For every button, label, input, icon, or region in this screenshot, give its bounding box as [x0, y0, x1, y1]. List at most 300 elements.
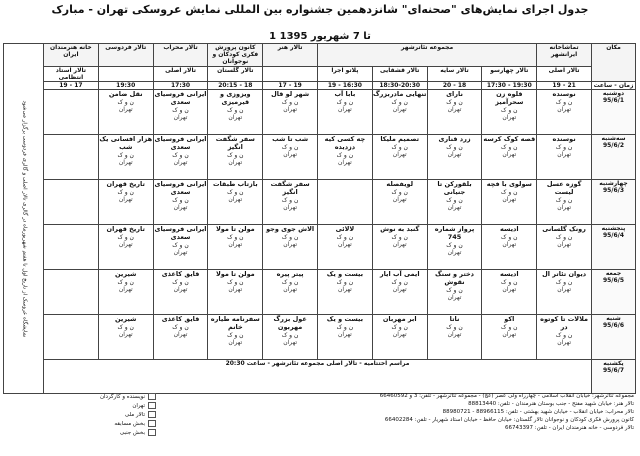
day-cell	[592, 135, 636, 180]
show-city: تهران	[392, 151, 407, 159]
footer-address-line: تالار هنر: خیابان شهید مفتح - جنب بوستان هنرمندان - تلفن: 88813440	[468, 400, 634, 407]
show-director: ن و ک	[336, 151, 354, 159]
show-director: ن و ک	[336, 323, 354, 331]
day-name: دوشنبه	[602, 90, 625, 98]
show-cell	[427, 270, 482, 315]
day-row	[4, 180, 636, 225]
show-director: ن و ک	[446, 143, 463, 151]
show-director: ن و ک	[446, 196, 463, 204]
show-cell	[537, 135, 592, 180]
show-city: تهران	[447, 248, 462, 256]
legend-item	[6, 393, 156, 402]
corner-time: زمان - ساعت	[592, 81, 636, 89]
show-director: ن و ک	[227, 188, 244, 196]
show-director: ن و ک	[281, 196, 299, 204]
show-cell	[427, 225, 482, 270]
show-title: دختر و سنگ نقوش	[435, 270, 474, 286]
day-row	[4, 135, 636, 180]
show-cell	[427, 315, 482, 360]
show-cell	[44, 270, 99, 315]
show-director: ن و ک	[172, 151, 189, 159]
show-title: گنبد به نوش	[380, 225, 420, 234]
show-title: بیست و یک	[326, 270, 364, 279]
closing-day-name: یکشنبه	[603, 360, 624, 368]
show-city: تهران	[118, 286, 133, 294]
show-title: ایرانی فروسیای سعدی	[154, 90, 207, 106]
closing-row	[4, 360, 636, 394]
show-director: ن و ک	[391, 233, 408, 241]
show-director: ن و ک	[172, 106, 189, 114]
show-title: شیرین	[115, 315, 137, 324]
legend-swatch-icon	[148, 402, 156, 409]
show-title: ادیسه	[500, 270, 519, 279]
show-cell	[427, 90, 482, 135]
show-cell	[537, 315, 592, 360]
show-title: شب تا شب	[272, 135, 309, 144]
show-director: ن و ک	[336, 98, 354, 106]
show-title: سولوی با فچه	[486, 180, 532, 189]
show-city: تهران	[447, 106, 462, 114]
venue-header: خانه هنرمندان ایران	[44, 44, 99, 67]
show-city: تهران	[118, 158, 133, 166]
time-slot: 19:30 - 17:30	[482, 81, 537, 89]
legend-label: بخش جنبی	[119, 429, 145, 436]
show-title: قصه کوک کرسه	[483, 135, 536, 144]
closing-day-date: 95/6/7	[602, 367, 625, 375]
day-cell	[592, 90, 636, 135]
show-director: ن و ک	[227, 278, 244, 286]
show-cell	[537, 225, 592, 270]
show-title: ملالات تا کوتوه در	[540, 315, 589, 331]
day-name: پنجشنبه	[601, 225, 626, 233]
show-city: تهران	[557, 286, 572, 294]
show-title: تنهایی مادربزرگ	[372, 90, 427, 99]
show-director: ن و ک	[172, 323, 189, 331]
day-cell	[592, 270, 636, 315]
show-title: نوسنده	[552, 135, 576, 144]
legend-item	[6, 429, 156, 438]
show-cell	[318, 135, 373, 180]
show-director: ن و ک	[391, 323, 408, 331]
show-cell	[44, 315, 99, 360]
show-city: تهران	[118, 241, 133, 249]
footer-address-line: مجموعه تئاترشهر: خیابان انقلاب اسلامی - چهارراه ولی عصر (عج) - مجموعه تئاترشهر - تلفن: 3 و 66460592	[379, 393, 634, 399]
show-title: ایرانی فروسیای سعدی	[154, 180, 207, 196]
show-cell	[318, 225, 373, 270]
show-city: تهران	[502, 286, 517, 294]
show-city: تهران	[338, 106, 352, 114]
day-name: سه‌شنبه	[601, 135, 626, 143]
show-title: قلوه زن سحرآمیز	[495, 90, 524, 106]
show-cell	[372, 270, 427, 315]
show-title: دیوان تئاتر ال	[542, 270, 587, 279]
show-director: ن و ک	[555, 331, 573, 339]
show-cell	[537, 90, 592, 135]
show-director: ن و ک	[117, 323, 134, 331]
show-city: تهران	[502, 113, 517, 121]
show-city: تهران	[338, 331, 352, 339]
closing-ceremony: مراسم اختتامیه - تالار اصلی مجموعه تئاترشهر - ساعت 20:30	[44, 360, 592, 394]
time-slot: 17 - 19	[44, 81, 99, 89]
show-city: تهران	[392, 106, 407, 114]
show-city: تهران	[228, 241, 243, 249]
day-date: 95/6/5	[602, 277, 625, 285]
show-director: ن و ک	[172, 241, 189, 249]
show-city: تهران	[228, 338, 243, 346]
show-title: غول بزرگ مهربون	[273, 315, 307, 331]
show-director: ن و ک	[501, 323, 518, 331]
show-director: ن و ک	[446, 241, 463, 249]
day-cell	[592, 225, 636, 270]
show-city: تهران	[338, 241, 352, 249]
show-cell	[208, 270, 263, 315]
show-director: ن و ک	[281, 331, 299, 339]
show-director: ن و ک	[227, 331, 244, 339]
show-title: ابر مهربان	[382, 315, 417, 324]
show-director: ن و ک	[227, 233, 244, 241]
show-director: ن و ک	[172, 278, 189, 286]
show-title: بابا آب	[334, 90, 356, 99]
show-cell	[372, 180, 427, 225]
day-name: چهارشنبه	[599, 180, 628, 188]
show-cell	[208, 315, 263, 360]
show-director: ن و ک	[391, 143, 408, 151]
show-title: رونک گلسانی	[542, 225, 586, 234]
show-title: هزار افسانی یک شب	[99, 135, 153, 151]
show-director: ن و ک	[227, 151, 244, 159]
show-title: ویزوزی و قیرمیزی	[220, 90, 251, 106]
show-director: ن و ک	[117, 233, 134, 241]
show-title: چه کسی کیه دزدیده	[324, 135, 366, 151]
show-city: تهران	[447, 151, 462, 159]
hall-header: تالار قشقایی	[372, 66, 427, 81]
show-director: ن و ک	[172, 196, 189, 204]
show-city: تهران	[557, 203, 572, 211]
show-cell	[44, 225, 99, 270]
show-title: شیرین	[115, 270, 137, 279]
show-title: قایق کاغذی	[161, 270, 200, 279]
corner-place	[592, 44, 636, 82]
legend-swatch-icon	[148, 393, 156, 400]
venue-header: تالار فردوسی	[98, 44, 153, 67]
show-cell	[482, 90, 537, 135]
show-cell	[98, 90, 153, 135]
show-director: ن و ک	[501, 188, 518, 196]
show-title: قایق کاغذی	[161, 315, 200, 324]
hall-header	[263, 66, 318, 81]
show-city: تهران	[502, 331, 517, 339]
show-director: ن و ک	[446, 98, 463, 106]
show-director: ن و ک	[501, 143, 518, 151]
show-director: ن و ک	[117, 188, 134, 196]
show-title: تصمیم ملیکا	[380, 135, 420, 144]
show-title: لویفصله	[386, 180, 414, 189]
show-city: تهران	[502, 241, 517, 249]
time-slot: 18 - 20	[427, 81, 482, 89]
show-cell	[98, 270, 153, 315]
day-date: 95/6/2	[602, 142, 625, 150]
show-cell	[153, 90, 208, 135]
hall-header: پلاتو اجرا	[318, 66, 373, 81]
show-city: تهران	[447, 331, 462, 339]
time-slot: 18:30-20:30	[372, 81, 427, 89]
show-director: ن و ک	[446, 323, 463, 331]
legend-label: تالار ملی	[124, 411, 145, 418]
show-cell	[153, 225, 208, 270]
show-city: تهران	[283, 241, 298, 249]
show-cell	[208, 135, 263, 180]
page-title: جدول اجرای نمایش‌های "صحنه‌ای" شانزدهمین جشنواره بین المللی نمایش عروسکی تهران - مبارک	[51, 3, 589, 16]
legend-item	[6, 420, 156, 429]
show-title: ایمی آب ایار	[379, 270, 420, 279]
show-title: مولن تا مولا	[215, 225, 255, 234]
hall-header: تالار استاد انتظامی	[44, 66, 99, 81]
show-city: تهران	[557, 241, 572, 249]
time-slot: 21 - 19	[537, 81, 592, 89]
show-cell	[153, 180, 208, 225]
footer-addresses	[164, 393, 634, 433]
show-title: ادیسه	[500, 225, 519, 234]
show-title: مولن تا مولا	[215, 270, 255, 279]
time-slot: 16:30 - 19	[318, 81, 373, 89]
legend-label: تهران	[132, 402, 145, 409]
show-cell	[98, 180, 153, 225]
show-city: تهران	[557, 151, 572, 159]
footer-address-line: تالار محراب: خیابان انقلاب - خیابان شهید بهشتی - تلفن: 88966115 - 88980721	[442, 408, 634, 415]
legend-label: نویسنده و کارگردان	[99, 394, 145, 400]
show-cell	[98, 225, 153, 270]
show-cell	[98, 315, 153, 360]
show-director: ن و ک	[555, 196, 573, 204]
show-city: تهران	[283, 338, 298, 346]
show-cell	[44, 90, 99, 135]
show-director: ن و ک	[391, 98, 408, 106]
show-cell	[153, 270, 208, 315]
show-director: ن و ک	[501, 278, 518, 286]
show-cell	[263, 270, 318, 315]
show-cell	[153, 135, 208, 180]
show-cell	[482, 180, 537, 225]
show-title: ناتا	[449, 315, 460, 324]
show-city: تهران	[338, 158, 352, 166]
footer-address-line: کانون پرورش فکری کودکان و نوجوانان تالار گلستان: خیابان حافظ - خیابان استاد شهریار - تلفن: 66402284	[384, 416, 634, 423]
show-cell	[44, 180, 99, 225]
footer-legend	[6, 393, 156, 438]
show-cell	[98, 135, 153, 180]
show-title: ایرانی فروسیای سعدی	[154, 135, 207, 151]
page-subtitle: 1 تا 7 شهریور 1395	[269, 31, 371, 42]
hall-header: تالار اصلی	[153, 66, 208, 81]
legend-item	[6, 402, 156, 411]
show-cell	[372, 315, 427, 360]
show-cell	[44, 135, 99, 180]
hall-header	[98, 66, 153, 81]
venue-header: تماشاخانه ایرانشهر	[537, 44, 592, 67]
show-director: ن و ک	[501, 106, 518, 114]
show-director: ن و ک	[281, 233, 299, 241]
day-date: 95/6/3	[602, 187, 625, 195]
day-date: 95/6/1	[602, 97, 625, 105]
show-title: بلقورکن تا جنیانی	[437, 180, 472, 196]
show-director: ن و ک	[336, 233, 354, 241]
day-date: 95/6/4	[602, 232, 625, 240]
day-row	[4, 270, 636, 315]
show-cell	[427, 180, 482, 225]
show-city: تهران	[392, 286, 407, 294]
show-director: ن و ک	[117, 151, 134, 159]
hall-header: تالار چهارسو	[482, 66, 537, 81]
legend-label: بخش مسابقه	[114, 420, 145, 427]
show-cell	[372, 135, 427, 180]
day-name: شنبه	[606, 315, 621, 323]
day-date: 95/6/6	[602, 322, 625, 330]
day-row	[4, 225, 636, 270]
show-director: ن و ک	[227, 106, 244, 114]
show-title: بیست و یک	[326, 315, 364, 324]
show-title: سفر شگفت انگیز	[270, 180, 310, 196]
show-city: تهران	[173, 286, 188, 294]
show-cell	[482, 135, 537, 180]
show-director: ن و ک	[281, 143, 299, 151]
show-city: تهران	[173, 203, 188, 211]
venue-header: کانون پرورش فکری کودکان و نوجوانان	[208, 44, 263, 67]
show-cell	[537, 270, 592, 315]
show-city: تهران	[173, 113, 188, 121]
show-city: تهران	[447, 203, 462, 211]
show-title: الاش جوی وجو	[266, 225, 315, 234]
show-title: گوزه عسل لیست	[546, 180, 582, 196]
show-director: ن و ک	[391, 278, 408, 286]
show-city: تهران	[557, 106, 572, 114]
venue-header: مجموعه تئاترشهر	[318, 44, 537, 67]
show-cell	[208, 90, 263, 135]
show-cell	[208, 225, 263, 270]
show-director: ن و ک	[336, 278, 354, 286]
show-title: بازتاب طبقات	[212, 180, 258, 189]
show-director: ن و ک	[117, 278, 134, 286]
time-slot: 19:30	[98, 81, 153, 89]
show-cell	[318, 180, 373, 225]
show-title: نارای	[446, 90, 463, 99]
show-city: تهران	[392, 196, 407, 204]
show-director: ن و ک	[555, 98, 573, 106]
show-cell	[482, 315, 537, 360]
show-title: لالائی	[335, 225, 355, 234]
show-title: پرواز شماره 745	[434, 225, 475, 241]
show-city: تهران	[283, 151, 298, 159]
show-title: تاریخ قهران	[106, 180, 145, 189]
show-city: تهران	[283, 106, 298, 114]
show-cell	[263, 315, 318, 360]
hall-header: تالار اصلی	[537, 66, 592, 81]
legend-swatch-icon	[148, 411, 156, 418]
show-cell	[318, 270, 373, 315]
show-city: تهران	[283, 203, 298, 211]
show-title: سفر شگفت انگیز	[215, 135, 255, 151]
show-cell	[263, 135, 318, 180]
legend-item	[6, 411, 156, 420]
show-cell	[263, 180, 318, 225]
show-city: تهران	[283, 286, 298, 294]
header-row-halls	[4, 66, 636, 81]
show-director: ن و ک	[446, 286, 463, 294]
corner-place-label: مکان	[606, 44, 621, 51]
schedule-table	[3, 43, 636, 394]
show-title: شهر لو قال	[271, 90, 310, 99]
show-cell	[372, 90, 427, 135]
show-city: تهران	[392, 241, 407, 249]
show-cell	[482, 270, 537, 315]
day-cell	[592, 315, 636, 360]
show-city: تهران	[118, 106, 133, 114]
show-director: ن و ک	[281, 98, 299, 106]
show-director: ن و ک	[117, 98, 134, 106]
show-city: تهران	[502, 196, 517, 204]
side-note	[4, 44, 44, 394]
show-city: تهران	[502, 151, 517, 159]
show-title: اکو	[504, 315, 515, 324]
show-title: نقل ضامن	[108, 90, 143, 99]
closing-day-cell	[592, 360, 636, 394]
show-city: تهران	[228, 158, 243, 166]
header-row-times	[4, 81, 636, 89]
show-cell	[427, 135, 482, 180]
header-row-venues	[4, 44, 636, 67]
legend-swatch-icon	[148, 429, 156, 436]
footer-address-line: تالار فردوسی - خانه هنرمندان ایران - تلفن: 66743397	[505, 424, 634, 431]
day-row	[4, 315, 636, 360]
show-city: تهران	[557, 338, 572, 346]
footer	[6, 393, 634, 453]
show-director: ن و ک	[555, 233, 573, 241]
side-note-text: نمایشگاه عروسک از تاریخ اول تا هفتم شهریورماه در گالری تالار اصلی و گالری فردوسی برگزار می‌شود	[20, 100, 27, 338]
show-title: تاریخ قهران	[106, 225, 145, 234]
show-cell	[482, 225, 537, 270]
show-title: سفرنامه طیاره خانم	[210, 315, 260, 331]
show-title: ایرانی فروسیای سعدی	[154, 225, 207, 241]
show-cell	[537, 180, 592, 225]
show-city: تهران	[118, 196, 133, 204]
day-row	[4, 90, 636, 135]
show-city: تهران	[228, 196, 243, 204]
legend-swatch-icon	[148, 420, 156, 427]
show-city: تهران	[392, 331, 407, 339]
show-city: تهران	[173, 248, 188, 256]
venue-header: تالار هنر	[263, 44, 318, 67]
show-cell	[263, 225, 318, 270]
show-director: ن و ک	[281, 278, 299, 286]
show-city: تهران	[228, 286, 243, 294]
hall-header: تالار گلستان	[208, 66, 263, 81]
show-director: ن و ک	[555, 143, 573, 151]
show-city: تهران	[228, 113, 243, 121]
show-city: تهران	[338, 286, 352, 294]
show-cell	[263, 90, 318, 135]
show-cell	[153, 315, 208, 360]
venue-header: تالار محراب	[153, 44, 208, 67]
show-cell	[318, 90, 373, 135]
show-cell	[318, 315, 373, 360]
time-slot: 18 - 20:15	[208, 81, 263, 89]
show-city: تهران	[173, 331, 188, 339]
show-director: ن و ک	[555, 278, 573, 286]
show-cell	[208, 180, 263, 225]
show-title: نوسنده	[552, 90, 576, 99]
day-cell	[592, 180, 636, 225]
show-director: ن و ک	[501, 233, 518, 241]
show-title: زرد قناری	[438, 135, 471, 144]
show-director: ن و ک	[391, 188, 408, 196]
